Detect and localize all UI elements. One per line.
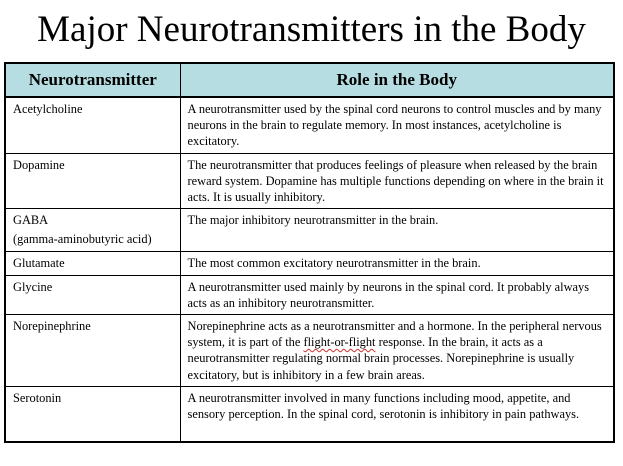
neurotransmitter-role: The most common excitatory neurotransmitter in the brain.	[180, 251, 613, 275]
neurotransmitter-full-name: (gamma-aminobutyric acid)	[13, 232, 152, 247]
neurotransmitter-table	[4, 62, 615, 443]
table-row	[6, 209, 613, 251]
neurotransmitter-name: Dopamine	[6, 153, 180, 209]
neurotransmitter-name: Norepinephrine	[6, 315, 180, 387]
neurotransmitter-role: A neurotransmitter involved in many functions including mood, appetite, and sensory perception. In the spinal cord, serotonin is inhibitory in pain pathways.	[180, 386, 613, 441]
page-title: Major Neurotransmitters in the Body	[37, 9, 586, 50]
table-row	[6, 315, 613, 387]
neurotransmitter-name: Glycine	[6, 275, 180, 314]
table-row	[6, 97, 613, 153]
header-role: Role in the Body	[180, 64, 613, 97]
neurotransmitter-name-cell	[6, 209, 180, 251]
table-row	[6, 386, 613, 441]
neurotransmitter-role	[180, 315, 613, 387]
neurotransmitter-role: A neurotransmitter used mainly by neurons in the spinal cord. It probably always acts as an inhibitory neurotransmitter.	[180, 275, 613, 314]
role-text-start: Norepinephrine acts as a neurotransmitter and a hormone. In the peripheral nervous system, it is part of the	[187, 319, 602, 350]
table-row	[6, 251, 613, 275]
table-header-row	[6, 64, 613, 97]
neurotransmitter-name: Serotonin	[6, 386, 180, 441]
table-row	[6, 275, 613, 314]
header-neurotransmitter: Neurotransmitter	[6, 64, 180, 97]
neurotransmitter-role: The neurotransmitter that produces feelings of pleasure when released by the brain reward system. Dopamine has multiple functions depending on where in the brain it acts. It is usually inhibitory.	[180, 153, 613, 209]
table-row	[6, 153, 613, 209]
neurotransmitter-name: Glutamate	[6, 251, 180, 275]
neurotransmitter-name: GABA	[13, 213, 49, 228]
neurotransmitter-role: A neurotransmitter used by the spinal cord neurons to control muscles and by many neurons in the brain to regulate memory. In most instances, acetylcholine is excitatory.	[187, 102, 602, 149]
neurotransmitter-role: The major inhibitory neurotransmitter in the brain.	[180, 209, 613, 251]
spellcheck-underlined-term: flight-or-flight	[303, 335, 376, 350]
role-text-end: response. In the brain, it acts as a neurotransmitter regulating normal brain processes. Norepinephrine is usually excitatory, but is inhibitory in a few brain areas.	[187, 335, 575, 382]
neurotransmitter-name: Acetylcholine	[6, 97, 180, 153]
